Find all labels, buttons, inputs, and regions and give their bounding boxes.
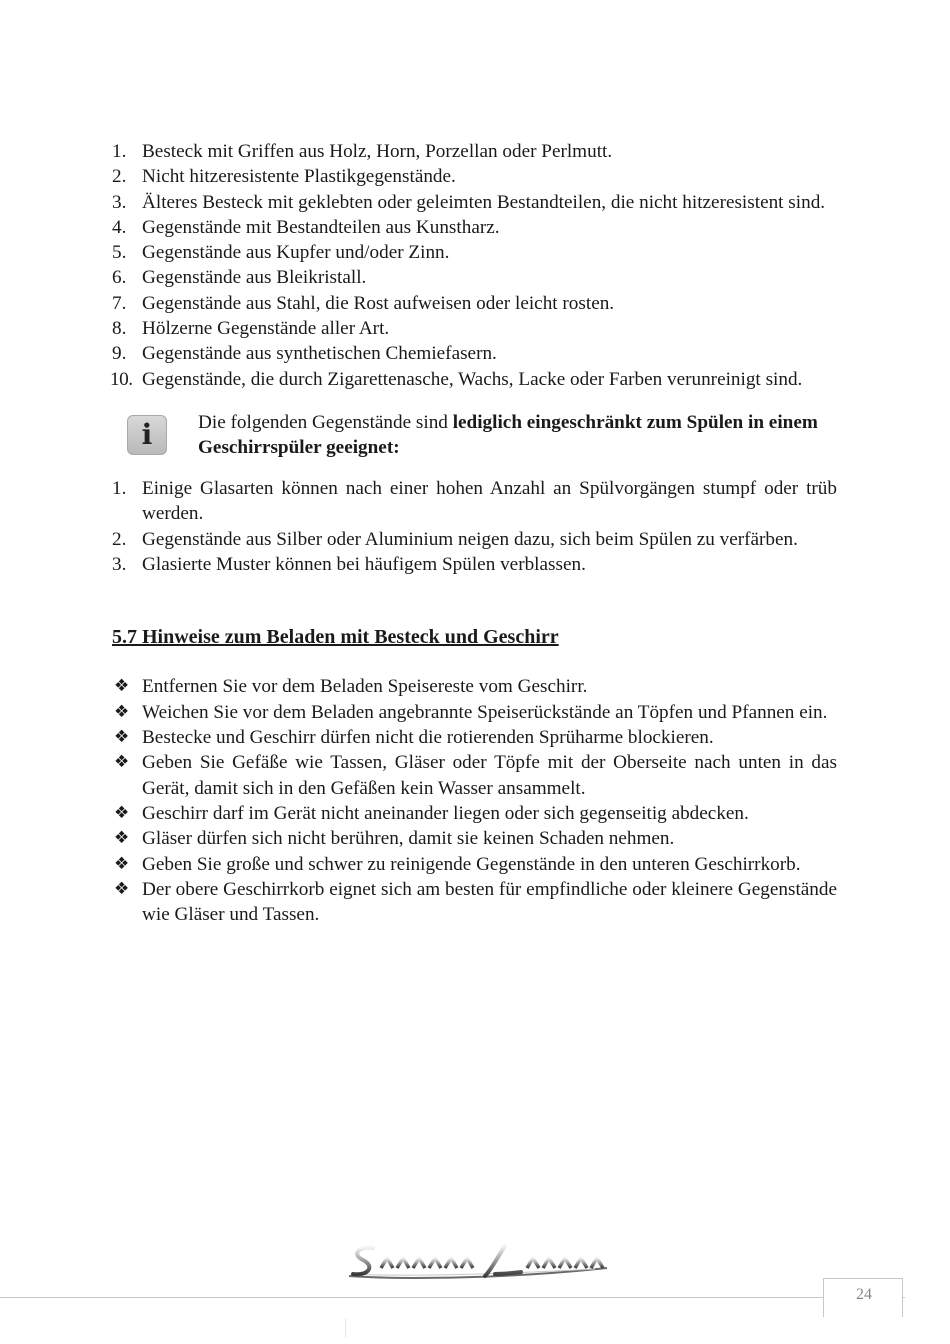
diamond-bullet-icon: ❖ <box>114 727 130 748</box>
info-icon: i <box>127 415 167 455</box>
info-note-text: Die folgenden Gegenstände sind lediglich eingeschränkt zum Spülen in einem Geschirrspüler geeignet: <box>198 411 818 459</box>
list-item: 2. Nicht hitzeresistente Plastikgegenstände. <box>112 166 456 188</box>
list-item: 3. Glasierte Muster können bei häufigem Spülen verblassen. <box>112 553 586 575</box>
list-item: 5. Gegenstände aus Kupfer und/oder Zinn. <box>112 242 450 264</box>
diamond-bullet-icon: ❖ <box>114 752 130 773</box>
list-item: ❖ Entfernen Sie vor dem Beladen Speisereste vom Geschirr. <box>112 674 837 699</box>
footer-tick <box>345 1318 346 1338</box>
brand-logo <box>345 1238 610 1284</box>
page-number-box <box>823 1278 903 1317</box>
loading-tips-list <box>112 674 837 927</box>
list-item: 4. Gegenstände mit Bestandteilen aus Kunstharz. <box>112 216 500 238</box>
diamond-bullet-icon: ❖ <box>114 676 130 697</box>
diamond-bullet-icon: ❖ <box>114 701 130 722</box>
list-item: 2. Gegenstände aus Silber oder Aluminium neigen dazu, sich beim Spülen zu verfärben. <box>112 528 798 550</box>
list-item: 8. Hölzerne Gegenstände aller Art. <box>112 318 390 340</box>
section-heading: 5.7 Hinweise zum Beladen mit Besteck und Geschirr <box>112 626 559 649</box>
diamond-bullet-icon: ❖ <box>114 828 130 849</box>
list-item: 7. Gegenstände aus Stahl, die Rost aufweisen oder leicht rosten. <box>112 292 615 314</box>
list-item: 9. Gegenstände aus synthetischen Chemiefasern. <box>112 343 497 365</box>
list-item: ❖ Geschirr darf im Gerät nicht aneinander liegen oder sich gegenseitig abdecken. <box>112 801 837 826</box>
list-item: 10. Gegenstände, die durch Zigarettenasche, Wachs, Lacke oder Farben verunreinigt sind. <box>110 368 803 390</box>
diamond-bullet-icon: ❖ <box>114 878 130 899</box>
unsuitable-items-list <box>112 139 837 392</box>
list-item: 3. Älteres Besteck mit geklebten oder geleimten Bestandteilen, die nicht hitzeresistent sind. <box>112 191 826 213</box>
list-item: ❖ Bestecke und Geschirr dürfen nicht die rotierenden Sprüharme blockieren. <box>112 725 837 750</box>
list-item: 1. Besteck mit Griffen aus Holz, Horn, Porzellan oder Perlmutt. <box>112 141 613 162</box>
diamond-bullet-icon: ❖ <box>114 853 130 874</box>
limited-items-list <box>112 476 837 577</box>
list-item: 6. Gegenstände aus Bleikristall. <box>112 267 367 289</box>
list-item: 1. Einige Glasarten können nach einer hohen Anzahl an Spülvorgängen stumpf oder trüb werden. <box>112 477 837 525</box>
list-item: ❖ Gläser dürfen sich nicht berühren, damit sie keinen Schaden nehmen. <box>112 826 837 851</box>
list-item: ❖ Geben Sie große und schwer zu reinigende Gegenstände in den unteren Geschirrkorb. <box>112 852 837 877</box>
list-item: ❖ Der obere Geschirrkorb eignet sich am besten für empfindliche oder kleinere Gegenstände wie Gläser und Tassen. <box>114 878 837 926</box>
footer-rule <box>0 1297 905 1298</box>
list-item: ❖ Weichen Sie vor dem Beladen angebrannte Speiserückstände an Töpfen und Pfannen ein. <box>112 700 837 725</box>
info-note <box>112 410 837 462</box>
page-number: 24 <box>856 1286 872 1303</box>
diamond-bullet-icon: ❖ <box>114 802 130 823</box>
page-content <box>112 139 837 927</box>
list-item: ❖ Geben Sie Gefäße wie Tassen, Gläser oder Töpfe mit der Oberseite nach unten in das Gerät, damit sich in den Gefäßen kein Wasser ansammelt. <box>114 752 837 799</box>
